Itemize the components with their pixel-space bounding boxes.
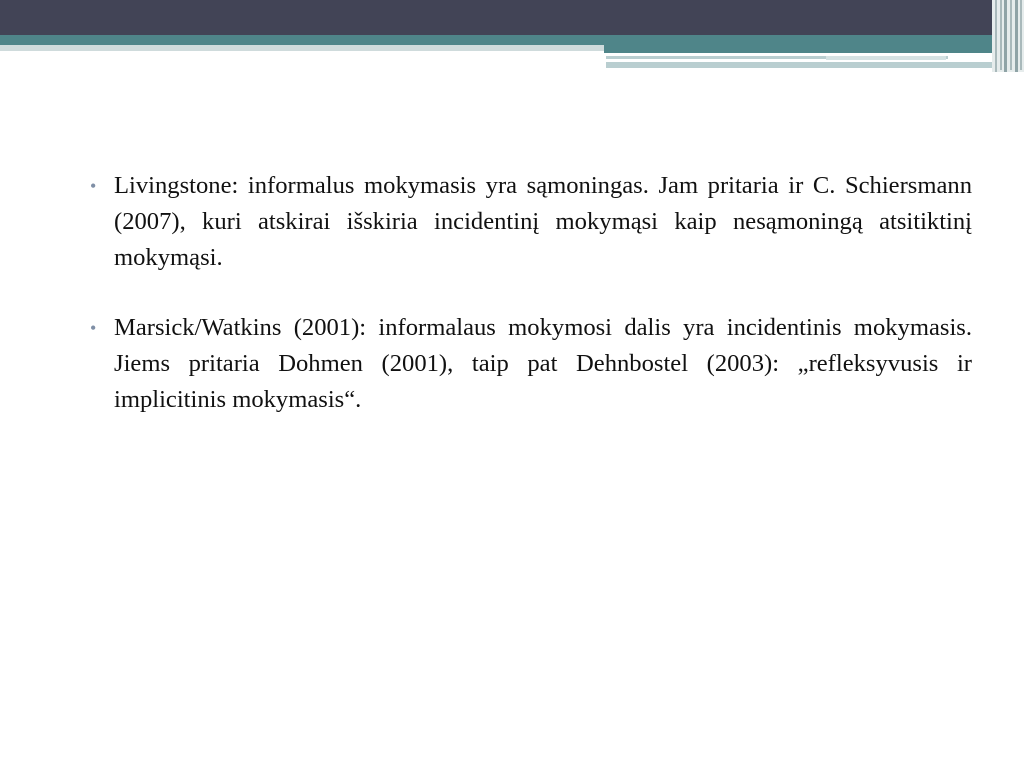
bullet-list [90,168,972,452]
bullet-item [90,310,972,418]
bullet-marker: • [90,318,97,338]
bullet-text: Marsick/Watkins (2001): informalaus mokymosi dalis yra incidentinis mokymasis. Jiems pritaria Dohmen (2001), taip pat Dehnbostel (2003): „refleksyvusis ir implicitinis mokymasis“. [114,314,972,413]
header-accent-strip [606,62,999,68]
header-vertical-lines [992,0,1024,72]
bullet-marker: • [90,176,97,196]
bullet-item [90,168,972,276]
header-dark-band [0,0,1024,35]
header-accent-strip [826,56,946,60]
header-teal-band [0,35,1024,45]
header-light-band [0,45,604,51]
bullet-text: Livingstone: informalus mokymasis yra sąmoningas. Jam pritaria ir C. Schiersmann (2007), kuri atskirai išskiria incidentinį mokymąsi kaip nesąmoningą atsitiktinį mokymąsi. [114,172,972,271]
header-teal-extension [604,45,999,53]
